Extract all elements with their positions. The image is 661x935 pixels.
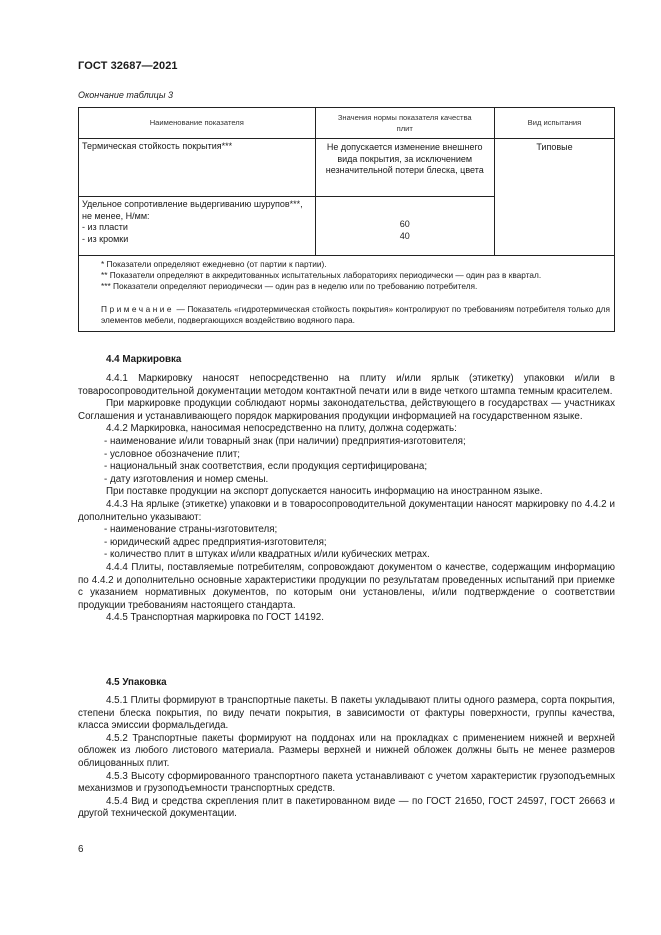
row1-norm: Не допускается изменение внешнего вида покрытия, за исключением незначительной потери блеска, цвета — [315, 139, 494, 197]
note-1: * Показатели определяют ежедневно (от партии к партии). — [101, 259, 327, 269]
table-header-row — [79, 108, 615, 139]
header-test: Вид испытания — [494, 108, 614, 139]
table-notes-row — [79, 256, 615, 332]
header-norm: Значения нормы показателя качества плит — [315, 108, 494, 139]
note-3: *** Показатели определяют периодически — один раз в неделю или по требованию потребителя. — [101, 281, 478, 291]
row2-name-line: не менее, Н/мм: — [82, 210, 150, 221]
indicators-table — [78, 107, 615, 332]
table-row — [79, 139, 615, 197]
table-caption: Окончание таблицы 3 — [78, 90, 173, 100]
paragraph: 4.4.4 Плиты, поставляемые потребителям, сопровождают документом о качестве, содержащим информацию по 4.4.2 и дополнительно основные характеристики продукции по результатам проведенных испытаний при приемке с указанием нормативных документов, по которым они установлены, и/или подтверждение о соответствии продукции требованиям настоящего стандарта. — [78, 561, 615, 611]
page-number: 6 — [78, 844, 84, 855]
paragraph: 4.5.2 Транспортные пакеты формируют на поддонах или на прокладках с применением нижней и верхней обложек из любого листового материала. Размеры верхней и нижней обложек должны быть не менее размеров облицованных плит. — [78, 732, 615, 769]
remark-text: — Показатель «гидротермическая стойкость покрытия» контролируют по требованиям потребителя только для элементов мебели, подвергающихся воздействию водяного пара. — [101, 304, 610, 325]
header-name: Наименование показателя — [79, 108, 316, 139]
list-item: - дату изготовления и номер смены. — [104, 473, 269, 485]
table-notes — [79, 256, 615, 332]
paragraph: 4.4.1 Маркировку наносят непосредственно на плиту и/или ярлык (этикетку) упаковки и/или в товаросопроводительной документации методом контактной печати или в виде четкого штампа темным красителем. — [78, 373, 615, 397]
paragraph: 4.4.2 Маркировка, наносимая непосредственно на плиту, должна содержать: — [106, 423, 457, 435]
section-title-4-4: 4.4 Маркировка — [106, 354, 182, 365]
list-item: - наименование страны-изготовителя; — [104, 524, 278, 536]
list-item: - наименование и/или товарный знак (при наличии) предприятия-изготовителя; — [104, 435, 466, 447]
section-4-4-body — [78, 373, 615, 625]
paragraph: 4.5.1 Плиты формируют в транспортные пакеты. В пакеты укладывают плиты одного размера, сорта покрытия, степени блеска покрытия, по виду печати покрытия, в зависимости от фактуры поверхности, группы качества, класса эмиссии формальдегида. — [78, 695, 615, 732]
paragraph: 4.4.3 На ярлыке (этикетке) упаковки и в товаросопроводительной документации наносят маркировку по 4.4.2 и дополнительно указывают: — [78, 498, 615, 523]
row2-value: 40 — [399, 230, 410, 241]
list-item: - условное обозначение плит; — [104, 448, 241, 460]
document-code: ГОСТ 32687—2021 — [78, 60, 178, 72]
paragraph: При маркировке продукции соблюдают нормы законодательства, действующего в государствах — участниках Соглашения и устанавливающего порядок маркирования продукции информацией на государственном языке. — [78, 398, 615, 422]
row-test-type: Типовые — [494, 139, 614, 256]
list-item: - национальный знак соответствия, если продукция сертифицирована; — [104, 461, 428, 473]
paragraph: При поставке продукции на экспорт допускается наносить информацию на иностранном языке. — [106, 486, 543, 498]
paragraph: 4.4.5 Транспортная маркировка по ГОСТ 14192. — [106, 612, 324, 624]
section-title-4-5: 4.5 Упаковка — [106, 677, 167, 688]
row2-value: 60 — [399, 219, 410, 229]
remark-word: Примечание — [101, 304, 175, 314]
list-item: - юридический адрес предприятия-изготовителя; — [104, 536, 327, 548]
paragraph: 4.5.4 Вид и средства скрепления плит в пакетированном виде — по ГОСТ 21650, ГОСТ 24597, ГОСТ 26663 и другой технической документации. — [78, 795, 615, 820]
list-item: - количество плит в штуках и/или квадратных и/или кубических метрах. — [104, 549, 430, 561]
section-4-5-body — [78, 695, 615, 821]
row2-name-line: - из пласти — [82, 222, 128, 232]
paragraph: 4.5.3 Высоту сформированного транспортного пакета устанавливают с учетом характеристик грузоподъемных механизмов и грузоподъемности транспортных средств. — [78, 770, 615, 795]
row2-name-line: Удельное сопротивление выдергиванию шурупов***, — [82, 199, 303, 209]
row2-values — [315, 197, 494, 256]
row2-name-line: - из кромки — [82, 233, 129, 244]
remark — [83, 304, 610, 326]
row1-name: Термическая стойкость покрытия*** — [79, 139, 316, 197]
row2-name — [79, 197, 316, 256]
note-2: ** Показатели определяют в аккредитованных испытательных лабораториях периодически — один раз в квартал. — [101, 270, 542, 280]
